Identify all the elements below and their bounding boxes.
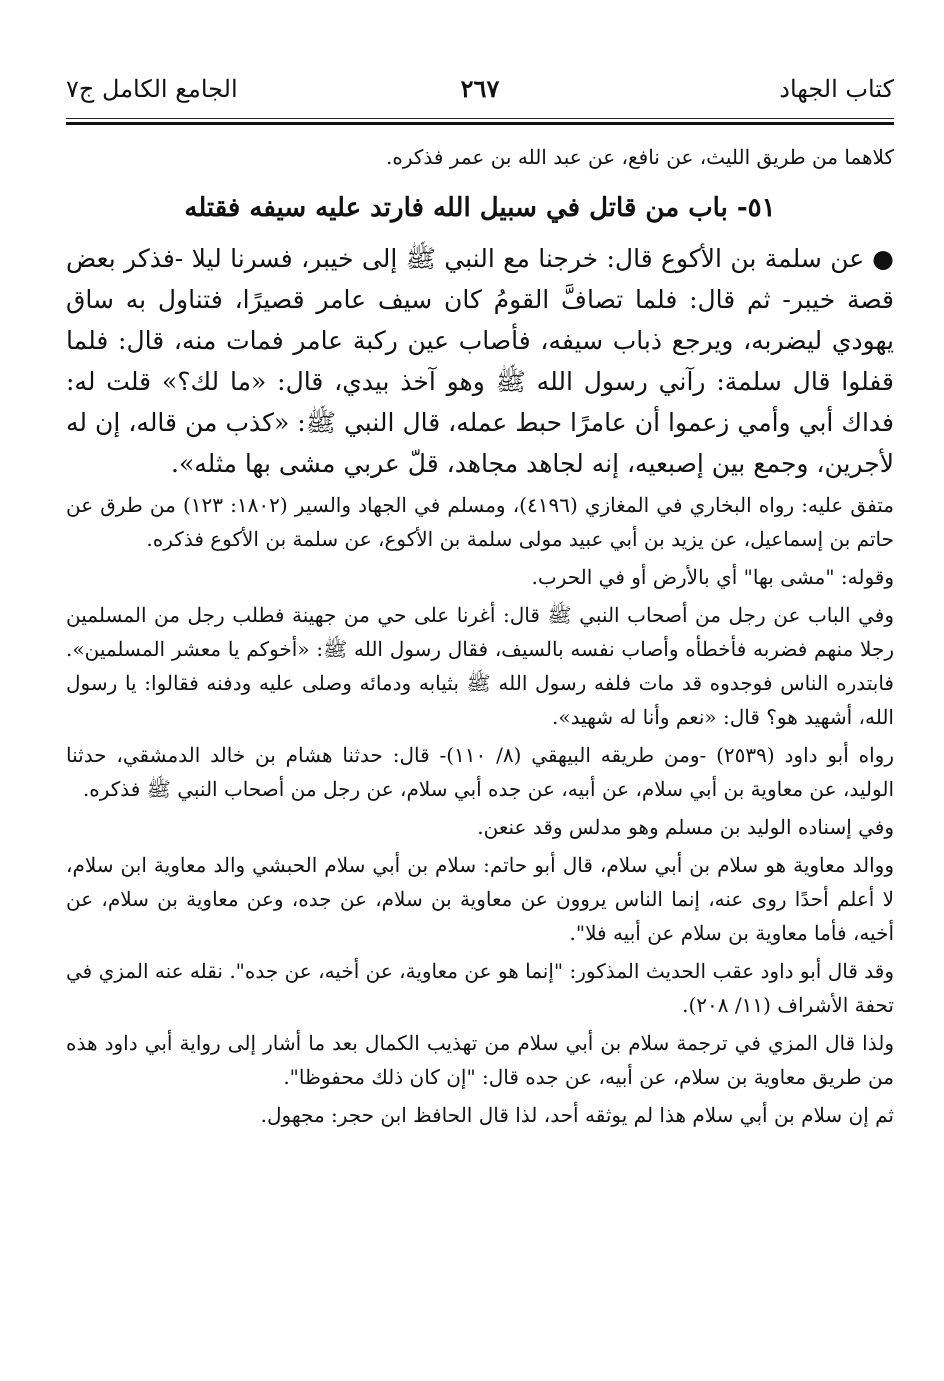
page-number: ٢٦٧ bbox=[460, 74, 500, 103]
bullet-icon: ● bbox=[872, 244, 894, 273]
takhrij-note-5: وفي إسناده الوليد بن مسلم وهو مدلس وقد عنعن. bbox=[477, 815, 894, 839]
header-rule-thick bbox=[66, 122, 894, 125]
takhrij-note-4: رواه أبو داود (٢٥٣٩) -ومن طريقه البيهقي (٨/ ١١٠)- قال: حدثنا هشام بن خالد الدمشقي، حدثنا الوليد، عن معاوية بن أبي سلام، عن أبيه، عن جده أبي سلام، عن رجل من أصحاب النبي ﷺ فذكره. bbox=[66, 743, 894, 801]
header-rule-thin bbox=[66, 118, 894, 119]
takhrij-note-7: وقد قال أبو داود عقب الحديث المذكور: "إنما هو عن معاوية، عن أخيه، عن جده". نقله عنه المزي في تحفة الأشراف (١١/ ٢٠٨). bbox=[66, 959, 894, 1017]
intro-line: كلاهما من طريق الليث، عن نافع، عن عبد الله بن عمر فذكره. bbox=[386, 145, 894, 169]
page-body bbox=[66, 140, 894, 1132]
main-hadith-text bbox=[66, 238, 894, 484]
takhrij-note-2: وقوله: "مشى بها" أي بالأرض أو في الحرب. bbox=[531, 565, 894, 589]
header-section-title: كتاب الجهاد bbox=[779, 75, 894, 103]
takhrij-note-3: وفي الباب عن رجل من أصحاب النبي ﷺ قال: أغرنا على حي من جهينة فطلب رجل من المسلمين رجلا منهم فضربه فأخطأه وأصاب نفسه بالسيف، فقال رسول الله ﷺ: «أخوكم يا معشر المسلمين». فابتدره الناس فوجدوه قد مات فلفه رسول الله ﷺ بثيابه ودمائه وصلى عليه ودفنه فقالوا: يا رسول الله، أشهيد هو؟ قال: «نعم وأنا له شهيد». bbox=[66, 603, 894, 729]
main-hadith-body: عن سلمة بن الأكوع قال: خرجنا مع النبي ﷺ إلى خيبر، فسرنا ليلا -فذكر بعض قصة خيبر- ثم قال: فلما تصافَّ القومُ كان سيف عامر قصيرًا، فتناول به ساق يهودي ليضربه، ويرجع ذباب سيفه، فأصاب عين ركبة عامر فمات منه، قال: فلما قفلوا قال سلمة: رآني رسول الله ﷺ وهو آخذ بيدي، قال: «ما لك؟» قلت له: فداك أبي وأمي زعموا أن عامرًا حبط عمله، قال النبي ﷺ: «كذب من قاله، إن له لأجرين، وجمع بين إصبعيه، إنه لجاهد مجاهد، قلّ عربي مشى بها مثله». bbox=[66, 244, 894, 478]
chapter-title: ٥١- باب من قاتل في سبيل الله فارتد عليه سيفه فقتله bbox=[184, 193, 776, 223]
header-book-title: الجامع الكامل ج٧ bbox=[66, 75, 238, 103]
running-header bbox=[66, 72, 894, 112]
takhrij-note-8: ولذا قال المزي في ترجمة سلام بن أبي سلام من تهذيب الكمال بعد ما أشار إلى رواية أبي داود هذه من طريق معاوية بن سلام، عن أبيه، عن جده قال: "إن كان ذلك محفوظا". bbox=[66, 1031, 894, 1089]
takhrij-note-6: ووالد معاوية هو سلام بن أبي سلام، قال أبو حاتم: سلام بن أبي سلام الحبشي والد معاوية ابن سلام، لا أعلم أحدًا روى عنه، إنما الناس يروون عن معاوية بن سلام، عن جده، وعن معاوية بن سلام، عن أخيه، فأما معاوية بن سلام عن أبيه فلا". bbox=[66, 853, 894, 945]
takhrij-note-1: متفق عليه: رواه البخاري في المغازي (٤١٩٦)، ومسلم في الجهاد والسير (١٨٠٢: ١٢٣) من طرق عن حاتم بن إسماعيل، عن يزيد بن أبي عبيد مولى سلمة بن الأكوع، عن سلمة بن الأكوع فذكره. bbox=[66, 493, 894, 551]
takhrij-note-9: ثم إن سلام بن أبي سلام هذا لم يوثقه أحد، لذا قال الحافظ ابن حجر: مجهول. bbox=[260, 1103, 894, 1127]
